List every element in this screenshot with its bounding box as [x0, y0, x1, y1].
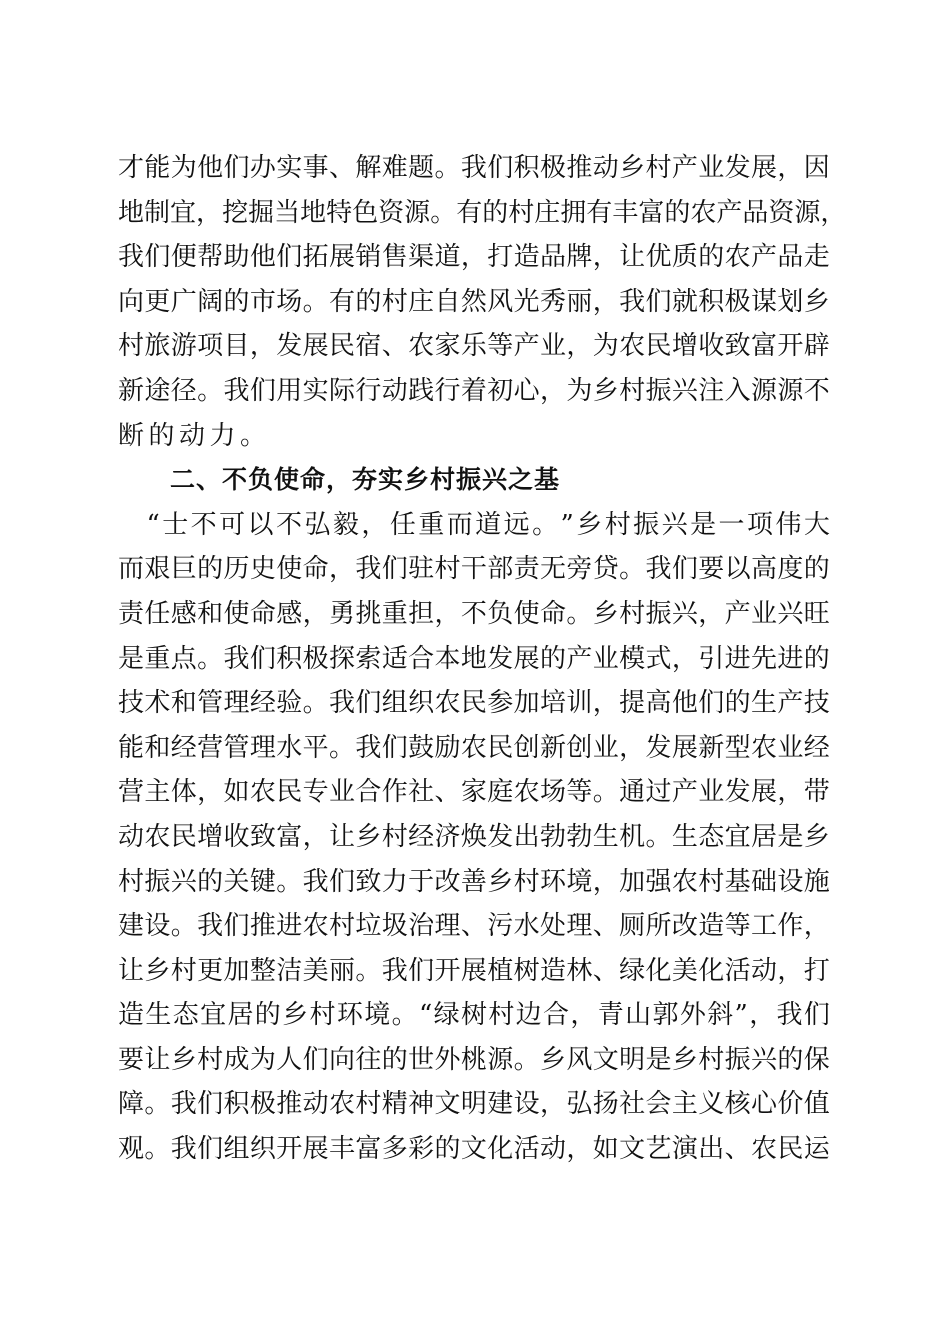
text-line: “ 士 不 可 以 不 弘 毅 ， 任 重 而 道 远 。 ” 乡 村 振 兴 是 一 项 伟 大	[146, 509, 830, 540]
text-line: 而 艰 巨 的 历 史 使 命 ， 我 们 驻 村 干 部 责 无 旁 贷 。 我 们 要 以 高 度 的	[118, 554, 830, 585]
text-line: 村 振 兴 的 关 键 。 我 们 致 力 于 改 善 乡 村 环 境 ， 加 强 农 村 基 础 设 施	[118, 866, 830, 897]
text-line: 造 生 态 宜 居 的 乡 村 环 境 。 “ 绿 树 村 边 合 ， 青 山 郭 外 斜 ” ， 我 们	[118, 1000, 830, 1031]
text-line: 营 主 体 ， 如 农 民 专 业 合 作 社 、 家 庭 农 场 等 。 通 过 产 业 发 展 ， 带	[118, 777, 830, 808]
text-line: 村 旅 游 项 目 ， 发 展 民 宿 、 农 家 乐 等 产 业 ， 为 农 民 增 收 致 富 开 辟	[118, 331, 830, 362]
text-line: 责 任 感 和 使 命 感 ， 勇 挑 重 担 ， 不 负 使 命 。 乡 村 振 兴 ， 产 业 兴 旺	[118, 598, 830, 629]
paragraph-1	[118, 146, 847, 458]
text-line: 让 乡 村 更 加 整 洁 美 丽 。 我 们 开 展 植 树 造 林 、 绿 化 美 化 活 动 ， 打	[118, 955, 830, 986]
text-line: 能 和 经 营 管 理 水 平 。 我 们 鼓 励 农 民 创 新 创 业 ， 发 展 新 型 农 业 经	[118, 732, 830, 763]
text-line: 要 让 乡 村 成 为 人 们 向 往 的 世 外 桃 源 。 乡 风 文 明 是 乡 村 振 兴 的 保	[118, 1044, 830, 1075]
text-line: 技 术 和 管 理 经 验 。 我 们 组 织 农 民 参 加 培 训 ， 提 高 他 们 的 生 产 技	[118, 688, 830, 719]
text-line: 才 能 为 他 们 办 实 事 、 解 难 题 。 我 们 积 极 推 动 乡 村 产 业 发 展 ， 因	[118, 153, 830, 183]
text-line: 我 们 便 帮 助 他 们 拓 展 销 售 渠 道 ， 打 造 品 牌 ， 让 优 质 的 农 产 品 走	[118, 242, 830, 273]
text-line: 地 制 宜 ， 挖 掘 当 地 特 色 资 源 。 有 的 村 庄 拥 有 丰 富 的 农 产 品 资 源 ，	[118, 197, 847, 228]
text-line: 动 农 民 增 收 致 富 ， 让 乡 村 经 济 焕 发 出 勃 勃 生 机 。 生 态 宜 居 是 乡	[118, 821, 830, 852]
text-line: 新 途 径 。 我 们 用 实 际 行 动 践 行 着 初 心 ， 为 乡 村 振 兴 注 入 源 源 不	[118, 375, 830, 406]
text-line: 观 。 我 们 组 织 开 展 丰 富 多 彩 的 文 化 活 动 ， 如 文 艺 演 出 、 农 民 运	[118, 1134, 830, 1165]
text-line: 障 。 我 们 积 极 推 动 农 村 精 神 文 明 建 设 ， 弘 扬 社 会 主 义 核 心 价 值	[118, 1089, 830, 1120]
section-heading: 二、不负使命，夯实乡村振兴之基	[170, 465, 561, 495]
text-line: 建 设 。 我 们 推 进 农 村 垃 圾 治 理 、 污 水 处 理 、 厕 所 改 造 等 工 作 ，	[118, 911, 830, 942]
text-line: 是 重 点 。 我 们 积 极 探 索 适 合 本 地 发 展 的 产 业 模 式 ， 引 进 先 进 的	[118, 643, 830, 674]
text-line: 向 更 广 阔 的 市 场 。 有 的 村 庄 自 然 风 光 秀 丽 ， 我 们 就 积 极 谋 划 乡	[118, 286, 830, 317]
document-body	[118, 146, 847, 1172]
paragraph-2	[118, 503, 830, 1172]
text-line: 断的动力。	[118, 420, 271, 451]
